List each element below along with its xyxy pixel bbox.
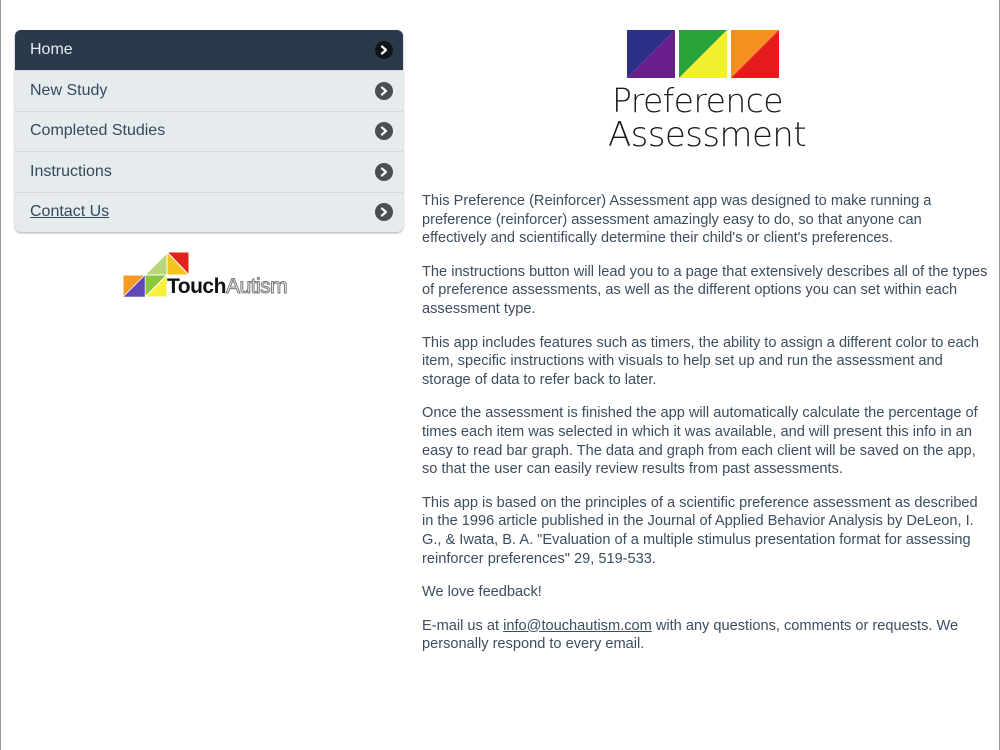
paragraph-intro: This Preference (Reinforcer) Assessment app was designed to make running a preference (reinforcer) assessment amazingly easy to do, so that anyone can effectively and scientifically determine their child's or client's preferences.: [422, 193, 932, 247]
menu-item-instructions[interactable]: [15, 151, 403, 191]
app-title: [608, 81, 808, 155]
contact-text-pre: E-mail us at: [422, 617, 504, 634]
chevron-right-icon: [375, 122, 393, 140]
menu-item-label: Contact Us: [30, 203, 110, 221]
email-link[interactable]: info@touchautism.com: [503, 617, 652, 634]
touch-autism-wordmark: TouchAutism: [167, 275, 288, 298]
menu-item-home[interactable]: [15, 30, 403, 70]
app-title-line1: Preference: [612, 81, 783, 120]
menu-item-new-study[interactable]: [15, 70, 403, 110]
app-title-line2: Assessment: [608, 115, 806, 155]
preference-assessment-logo-icon: [627, 30, 779, 78]
chevron-right-icon: [375, 163, 393, 181]
chevron-right-icon: [375, 82, 393, 100]
chevron-right-icon: [375, 41, 393, 59]
menu-item-label: Completed Studies: [30, 122, 166, 140]
paragraph-contact: [422, 617, 988, 654]
menu-item-label: New Study: [30, 82, 108, 100]
contact-text-post: with any questions, comments or requests. We personally respond to every email.: [422, 617, 959, 653]
chevron-right-icon: [375, 203, 393, 221]
touch-autism-logo: [121, 251, 301, 301]
paragraph-research: This app is based on the principles of a scientific preference assessment as described in the 1996 article published in the Journal of Applied Behavior Analysis by DeLeon, I. G., & Iwata, B. A. "Evaluation of a multiple stimulus presentation format for assessing reinforcer preferences" 29, 519-533.: [422, 494, 978, 567]
menu-item-completed-studies[interactable]: [15, 111, 403, 151]
paragraph-results: Once the assessment is finished the app will automatically calculate the percentage of times each item was selected in which it was available, and will present this info in an easy to read bar graph. The data and graph from each client will be saved on the app, so that the user can easily review results from past assessments.: [422, 405, 978, 478]
menu-item-label: Home: [30, 41, 73, 59]
description-content: [422, 192, 988, 669]
paragraph-feedback: We love feedback!: [422, 584, 542, 601]
paragraph-features: This app includes features such as timers, the ability to assign a different color to each item, specific instructions with visuals to help set up and run the assessment and storage of data to refer back to later.: [422, 334, 980, 388]
sidebar-menu: [15, 30, 403, 232]
paragraph-instructions: The instructions button will lead you to a page that extensively describes all of the types of preference assessments, as well as the different options you can set within each assessment type.: [422, 263, 988, 317]
menu-item-contact-us[interactable]: [15, 192, 403, 232]
menu-item-label: Instructions: [30, 162, 112, 180]
